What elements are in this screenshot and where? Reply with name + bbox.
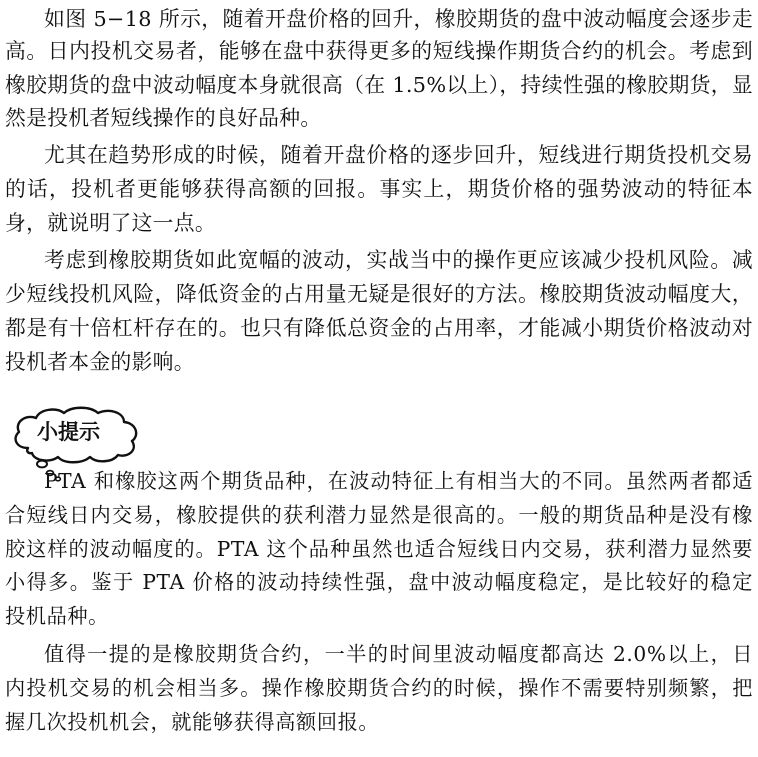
text-line: 少短线投机风险，降低资金的占用量无疑是很好的方法。橡胶期货波动幅度大， bbox=[5, 282, 753, 306]
tip-text-line: 投机品种。 bbox=[5, 604, 109, 628]
text-line: 身，就说明了这一点。 bbox=[5, 211, 216, 235]
tip-label: 小提示 bbox=[37, 420, 100, 444]
tip-text-line: 值得一提的是橡胶期货合约，一半的时间里波动幅度都高达 2.0%以上，日 bbox=[44, 642, 753, 666]
text-line: 高。日内投机交易者，能够在盘中获得更多的短线操作期货合约的机会。考虑到 bbox=[5, 39, 753, 63]
text-line: 的话，投机者更能够获得高额的回报。事实上，期货价格的强势波动的特征本 bbox=[5, 177, 753, 201]
tip-text-line: 合短线日内交易，橡胶提供的获利潜力显然是很高的。一般的期货品种是没有橡 bbox=[5, 503, 753, 527]
tip-text-line: 内投机交易的机会相当多。操作橡胶期货合约的时候，操作不需要特别频繁，把 bbox=[5, 676, 753, 700]
tip-text-line: PTA 和橡胶这两个期货品种，在波动特征上有相当大的不同。虽然两者都适 bbox=[44, 469, 753, 493]
text-line: 然是投机者短线操作的良好品种。 bbox=[5, 106, 322, 130]
text-line: 都是有十倍杠杆存在的。也只有降低总资金的占用率，才能减小期货价格波动对 bbox=[5, 316, 753, 340]
text-line: 投机者本金的影响。 bbox=[5, 350, 195, 374]
tip-text-line: 小得多。鉴于 PTA 价格的波动持续性强，盘中波动幅度稳定，是比较好的稳定 bbox=[5, 570, 753, 594]
text-line: 考虑到橡胶期货如此宽幅的波动，实战当中的操作更应该减少投机风险。减 bbox=[44, 248, 753, 272]
text-line: 尤其在趋势形成的时候，随着开盘价格的逐步回升，短线进行期货投机交易 bbox=[44, 143, 753, 167]
text-line: 橡胶期货的盘中波动幅度本身就很高（在 1.5%以上），持续性强的橡胶期货，显 bbox=[5, 73, 753, 97]
tip-text-line: 胶这样的波动幅度的。PTA 这个品种虽然也适合短线日内交易，获利潜力显然要 bbox=[5, 537, 753, 561]
tip-text-line: 握几次投机机会，就能够获得高额回报。 bbox=[5, 710, 380, 734]
text-line: 如图 5−18 所示，随着开盘价格的回升，橡胶期货的盘中波动幅度会逐步走 bbox=[44, 7, 753, 31]
